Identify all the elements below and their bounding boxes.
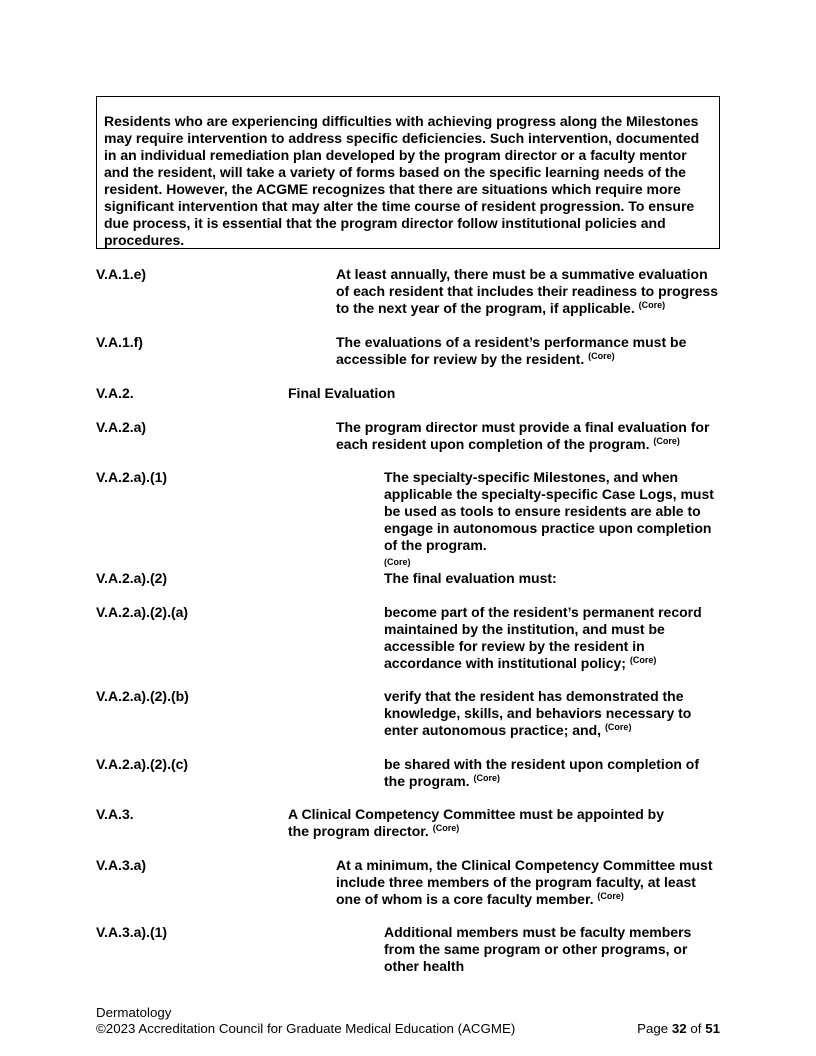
footer-copyright: ©2023 Accreditation Council for Graduate Medical Education (ACGME) [96,1021,516,1036]
requirement-number: V.A.2.a).(2).(c) [96,756,189,772]
requirement-text: Additional members must be faculty members from the same program or other programs, or other health [384,924,692,974]
requirement-text: be shared with the resident upon completion of the program. $^{(Core)}$ [384,756,700,789]
section-heading: Final Evaluation [288,385,396,401]
requirement-text: The final evaluation must: [384,570,557,586]
core-tag: (Core) [473,773,500,783]
requirement-number: V.A.3. [96,806,134,822]
intro-note-text: Residents who are experiencing difficulties with achieving progress along the Milestones may require intervention to address specific deficiencies. Such intervention, documented in an individual remediation plan developed by the program director or a faculty mentor and the resident, will take a variety of forms based on the specific learning needs of the resident. However, the ACGME recognizes that there are situations which require more significant intervention that may alter the time course of resident progression. To ensure due process, it is essential that the program director follow institutional policies and procedures. [104,113,700,248]
requirement-text: The program director must provide a final evaluation for each resident upon completion of the program. $^{(Core)}$ [336,419,710,452]
core-tag: (Core) [588,351,615,361]
core-tag: (Core) [432,823,460,833]
core-tag: (Core) [638,300,666,310]
intro-note-box [96,96,720,249]
requirement-text: The evaluations of a resident’s performance must be accessible for review by the resident. $^{(Core)}$ [336,334,687,367]
requirement-number: V.A.2.a).(2).(b) [96,688,189,704]
requirement-text: At least annually, there must be a summative evaluation of each resident that includes their readiness to progress to the next year of the program, if applicable. $^{(Core)}$ [336,266,718,316]
requirement-number: V.A.2.a).(2) [96,570,168,586]
footer-specialty: Dermatology [96,1005,172,1020]
core-tag: (Core) [629,655,657,665]
requirement-number: V.A.2.a).(2).(a) [96,604,189,620]
core-tag: (Core) [604,722,632,732]
requirement-text: At a minimum, the Clinical Competency Committee must include three members of the program faculty, at least one of whom is a core faculty member. $^{(Core)}$ [336,857,713,907]
requirement-text: become part of the resident’s permanent record maintained by the institution, and must be accessible for review by the resident in accordance with institutional policy; $^{(Core)}$ [384,604,702,671]
requirement-text: The specialty-specific Milestones, and when applicable the specialty-specific Case Logs, must be used as tools to ensure residents are able to engage in autonomous practice upon completion of the program. $^{(Core)}$ [384,469,714,567]
page-number: Page 32 of 51 [637,1021,720,1036]
requirement-number: V.A.1.e) [96,266,147,282]
requirement-number: V.A.1.f) [96,334,143,350]
core-tag: (Core) [384,557,411,567]
core-tag: (Core) [597,891,624,901]
requirement-number: V.A.3.a).(1) [96,924,168,940]
core-tag: (Core) [653,436,680,446]
requirement-text: verify that the resident has demonstrated the knowledge, skills, and behaviors necessary to enter autonomous practice; and, $^{(Core)}$ [384,688,692,738]
requirement-number: V.A.2.a) [96,419,147,435]
requirement-text: A Clinical Competency Committee must be appointed by the program director. $^{(Core)}$ [288,806,664,839]
requirement-number: V.A.2.a).(1) [96,469,168,485]
requirement-number: V.A.3.a) [96,857,147,873]
page-footer [96,1005,720,1037]
requirement-number: V.A.2. [96,385,134,401]
